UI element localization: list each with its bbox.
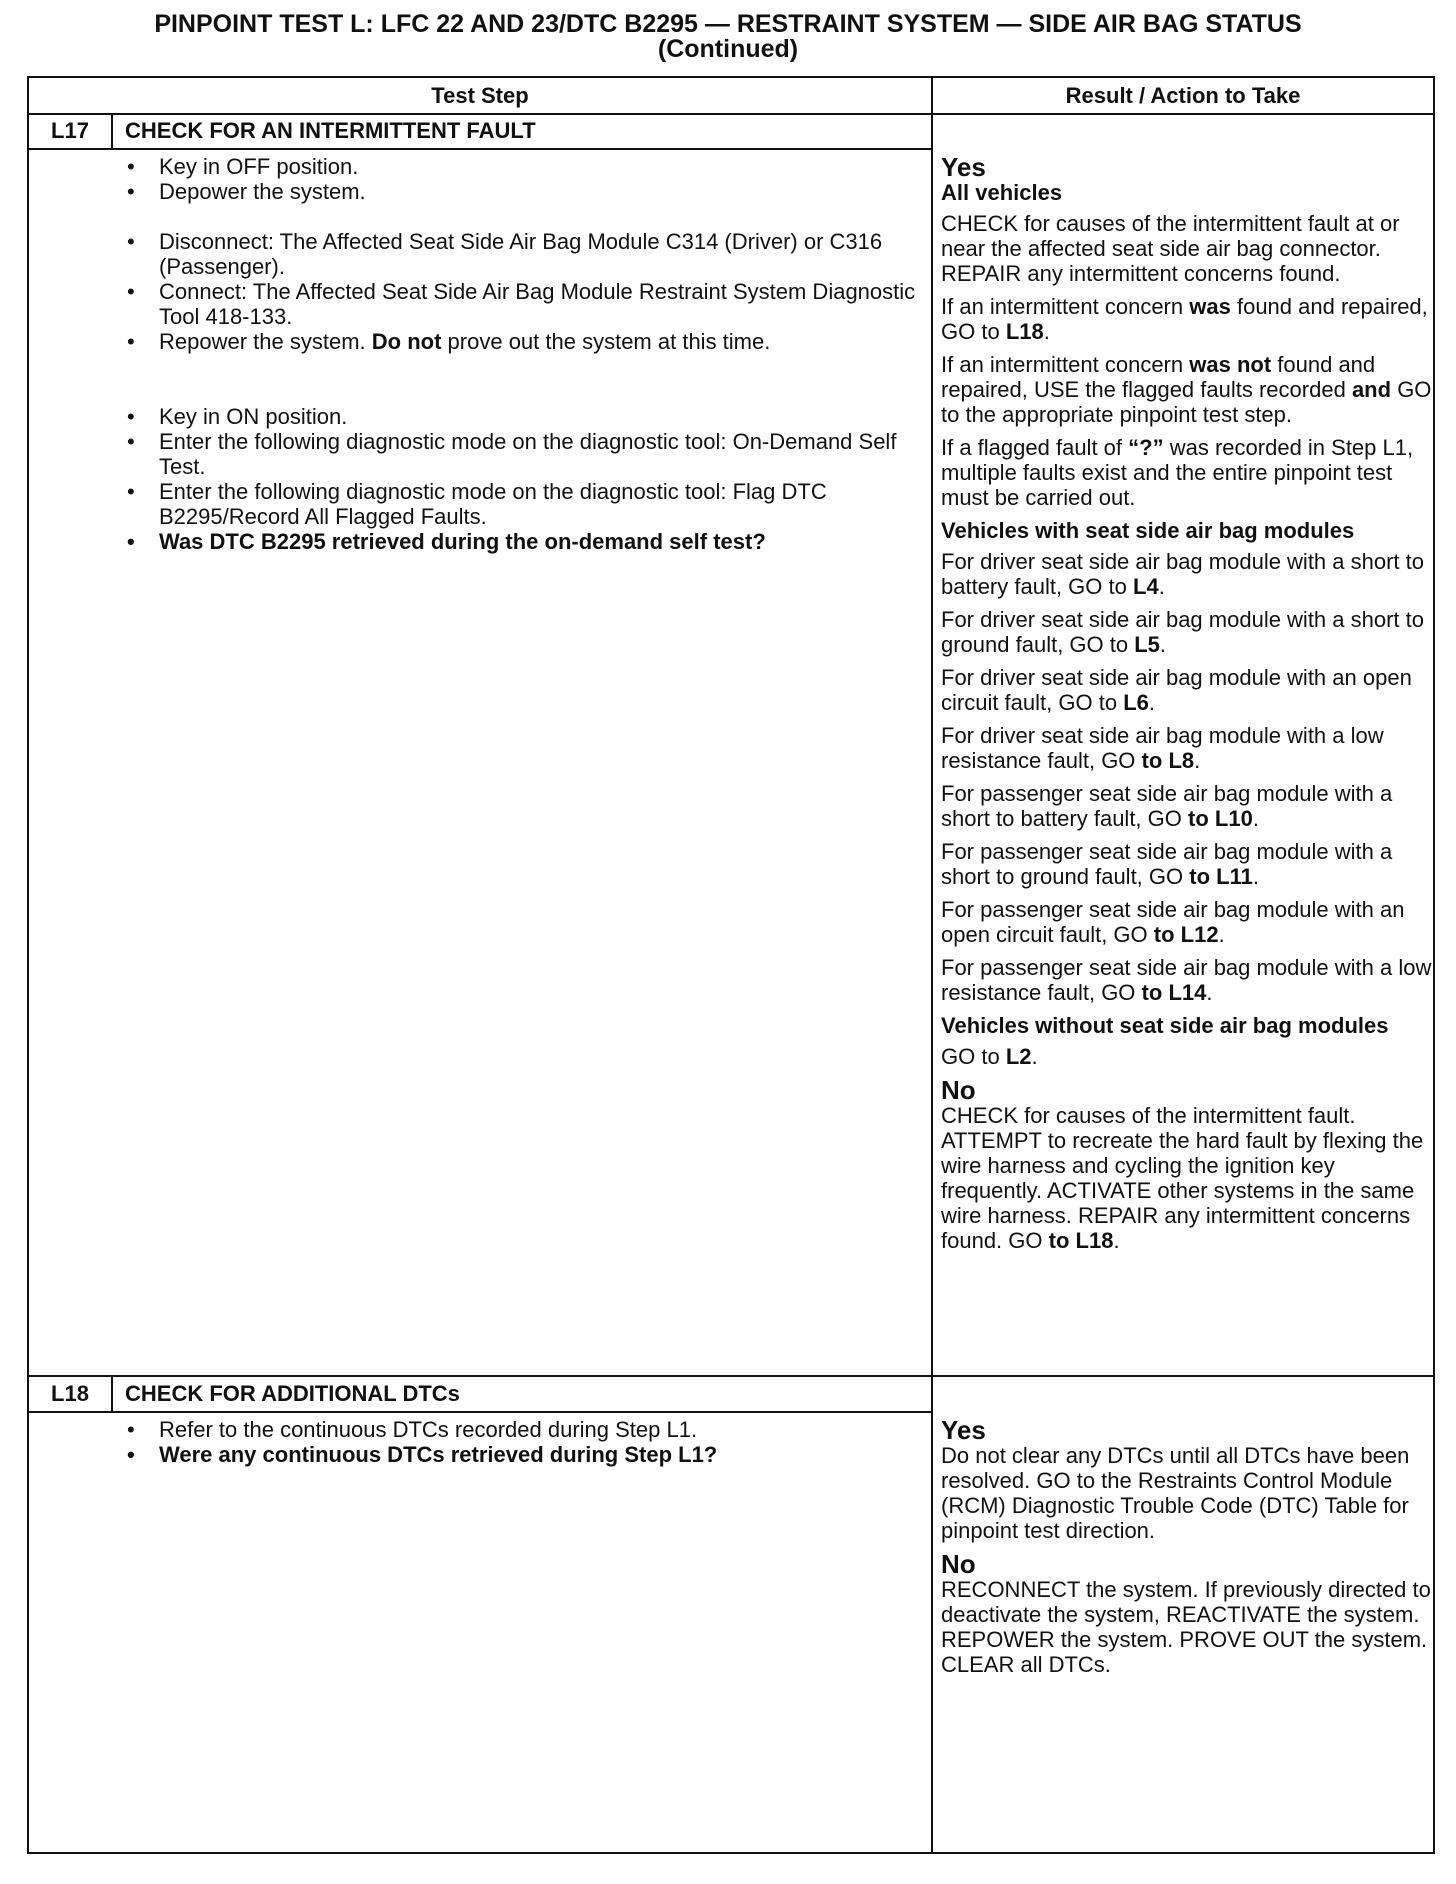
text: direction. bbox=[1065, 1518, 1156, 1543]
text: Repower the system. bbox=[159, 329, 366, 354]
goto-paragraph: For driver seat side air bag module with an open circuit fault, GO to L6. bbox=[941, 665, 1412, 715]
text: For passenger seat side air bag module with a low resistance fault, GO bbox=[941, 955, 1432, 1005]
header-test-step: Test Step bbox=[431, 83, 529, 108]
text: For passenger seat side air bag module with a short to ground fault, GO bbox=[941, 839, 1393, 889]
subtitle-line: (Continued) bbox=[657, 35, 799, 63]
goto-paragraph: For driver seat side air bag module with a short to battery fault, GO to L4. bbox=[941, 549, 1425, 599]
step-reference: L18 bbox=[1075, 1228, 1114, 1253]
text: For passenger seat side air bag module with a short to battery fault, GO bbox=[941, 781, 1393, 831]
emphasis: to bbox=[1048, 1228, 1070, 1253]
l18-id-divider bbox=[111, 1375, 113, 1412]
l17-results bbox=[941, 154, 1433, 1261]
step-reference: L12 bbox=[1180, 922, 1219, 947]
step-reference: L5 bbox=[1134, 632, 1160, 657]
l17-bullet: • Key in ON position. bbox=[117, 404, 917, 429]
l18-step-title: CHECK FOR ADDITIONAL DTCs bbox=[125, 1381, 460, 1406]
text: For driver seat side air bag module with an open circuit fault, GO to bbox=[941, 665, 1412, 715]
l17-bullet: • Enter the following diagnostic mode on the diagnostic tool: On-Demand Self Test. bbox=[117, 429, 917, 479]
goto-paragraph: For driver seat side air bag module with a low resistance fault, GO to L8. bbox=[941, 723, 1384, 773]
emphasis: to bbox=[1153, 922, 1175, 947]
text: prove out the system at this time. bbox=[447, 329, 771, 354]
l17-bullet: • Disconnect: The Affected Seat Side Air Bag Module C314 (Driver) or C316 (Passenger). bbox=[117, 229, 917, 279]
text: For passenger seat side air bag module with an open circuit fault, GO bbox=[941, 897, 1405, 947]
l17-no-heading: No bbox=[941, 1075, 976, 1105]
l17-bullet bbox=[117, 329, 917, 354]
with-modules-heading: Vehicles with seat side air bag modules bbox=[941, 518, 1355, 543]
goto-paragraph: For passenger seat side air bag module with an open circuit fault, GO to L12. bbox=[941, 897, 1405, 947]
emphasis: to bbox=[1189, 864, 1211, 889]
l17-question: • Was DTC B2295 retrieved during the on-demand self test? bbox=[117, 529, 917, 554]
l17-yes-heading: Yes bbox=[941, 152, 986, 182]
l18-step-list bbox=[117, 1417, 917, 1467]
text: For driver seat side air bag module with a short to battery fault, GO to bbox=[941, 549, 1425, 599]
l18-step-id: L18 bbox=[51, 1381, 89, 1406]
text: found and repaired, USE the flagged faults recorded bbox=[941, 352, 1376, 402]
text: If a flagged fault of bbox=[941, 435, 1123, 460]
l17-id-divider bbox=[111, 113, 113, 149]
text: For driver seat side air bag module with a low resistance fault, GO bbox=[941, 723, 1384, 773]
l17-bullet: • Enter the following diagnostic mode on the diagnostic tool: Flag DTC B2295/Record All Flagged Faults. bbox=[117, 479, 917, 529]
step-reference: L11 bbox=[1216, 864, 1253, 889]
text: CHECK for causes of the intermittent fault. ATTEMPT to recreate the hard fault by flexing the wire harness and cycling the ignition key frequently. ACTIVATE other systems in the same wire harness. REPAIR any intermittent concerns found. GO bbox=[941, 1103, 1424, 1253]
l17-bullet: • Connect: The Affected Seat Side Air Bag Module Restraint System Diagnostic Tool 418-133. bbox=[117, 279, 917, 329]
column-divider bbox=[931, 78, 933, 1854]
emphasis: Do not bbox=[371, 329, 442, 354]
step-reference: L6 bbox=[1123, 690, 1149, 715]
goto-paragraph: GO to L2. bbox=[941, 1044, 1038, 1069]
step-reference: L14 bbox=[1168, 980, 1207, 1005]
step-reference: L10 bbox=[1214, 806, 1253, 831]
all-vehicles-heading: All vehicles bbox=[941, 180, 1063, 205]
l17-step-title: CHECK FOR AN INTERMITTENT FAULT bbox=[125, 118, 536, 143]
text: Do not clear any DTCs until all DTCs have been resolved. GO to the Restraints Control Module (RCM) Diagnostic Trouble Code (DTC) Table for pinpoint test bbox=[941, 1443, 1410, 1543]
emphasis: to bbox=[1141, 748, 1163, 773]
step-reference: L2 bbox=[1005, 1044, 1032, 1069]
step-reference: L4 bbox=[1133, 574, 1159, 599]
result-paragraph: CHECK for causes of the intermittent fault at or near the affected seat side air bag connector. REPAIR any intermittent concerns found. bbox=[941, 211, 1400, 286]
emphasis: to bbox=[1188, 806, 1209, 831]
l17-step-id: L17 bbox=[51, 118, 89, 143]
goto-paragraph: For passenger seat side air bag module with a short to ground fault, GO to L11. bbox=[941, 839, 1393, 889]
l18-no-heading: No bbox=[941, 1549, 976, 1579]
emphasis: “?” bbox=[1128, 435, 1164, 460]
result-paragraph bbox=[941, 435, 1433, 510]
text: found and repaired, GO to bbox=[941, 294, 1428, 344]
title-line: PINPOINT TEST L: LFC 22 AND 23/DTC B2295 — RESTRAINT SYSTEM — SIDE AIR BAG STATUS bbox=[154, 10, 1302, 38]
l17-bullet: • Key in OFF position. bbox=[117, 154, 917, 179]
l17-title-rule bbox=[29, 148, 931, 150]
pinpoint-table bbox=[27, 76, 1435, 1854]
text: GO to the appropriate pinpoint test step. bbox=[941, 377, 1432, 427]
without-modules-heading: Vehicles without seat side air bag modules bbox=[941, 1013, 1389, 1038]
goto-paragraph: For passenger seat side air bag module with a low resistance fault, GO to L14. bbox=[941, 955, 1432, 1005]
l18-results bbox=[941, 1417, 1433, 1685]
l17-step-list bbox=[117, 154, 917, 554]
text: For driver seat side air bag module with a short to ground fault, GO to bbox=[941, 607, 1425, 657]
header-result: Result / Action to Take bbox=[1065, 83, 1301, 108]
result-paragraph: CHECK for causes of the intermittent fault. ATTEMPT to recreate the hard fault by flexing the wire harness and cycling the ignition key frequently. ACTIVATE other systems in the same wire harness. REPAIR any intermittent concerns found. GO to L18. bbox=[941, 1103, 1424, 1253]
emphasis: and bbox=[1351, 377, 1392, 402]
emphasis: was not bbox=[1189, 352, 1272, 377]
l18-title-rule bbox=[29, 1411, 931, 1413]
step-reference: L8 bbox=[1168, 748, 1195, 773]
goto-paragraph: For passenger seat side air bag module with a short to battery fault, GO to L10. bbox=[941, 781, 1393, 831]
text: If an intermittent concern bbox=[941, 352, 1184, 377]
text: If an intermittent concern bbox=[941, 294, 1184, 319]
l18-yes-heading: Yes bbox=[941, 1415, 986, 1445]
result-paragraph bbox=[941, 1443, 1433, 1543]
result-paragraph: RECONNECT the system. If previously directed to deactivate the system, REACTIVATE the system. REPOWER the system. PROVE OUT the system. CLEAR all DTCs. bbox=[941, 1577, 1431, 1677]
page-title bbox=[0, 12, 1456, 62]
l18-bullet: • Refer to the continuous DTCs recorded during Step L1. bbox=[117, 1417, 917, 1442]
result-paragraph: If an intermittent concern was found and repaired, GO to L18. bbox=[941, 294, 1428, 344]
text: was recorded in Step L1, multiple faults exist and the entire pinpoint test must be carried out. bbox=[941, 435, 1414, 510]
step-reference: L18 bbox=[1005, 319, 1044, 344]
l18-question: • Were any continuous DTCs retrieved during Step L1? bbox=[117, 1442, 917, 1467]
text: GO to bbox=[941, 1044, 1000, 1069]
result-paragraph bbox=[941, 352, 1433, 427]
emphasis: was bbox=[1189, 294, 1231, 319]
l17-bullet: • Depower the system. bbox=[117, 179, 917, 204]
goto-paragraph: For driver seat side air bag module with a short to ground fault, GO to L5. bbox=[941, 607, 1425, 657]
emphasis: to bbox=[1141, 980, 1163, 1005]
